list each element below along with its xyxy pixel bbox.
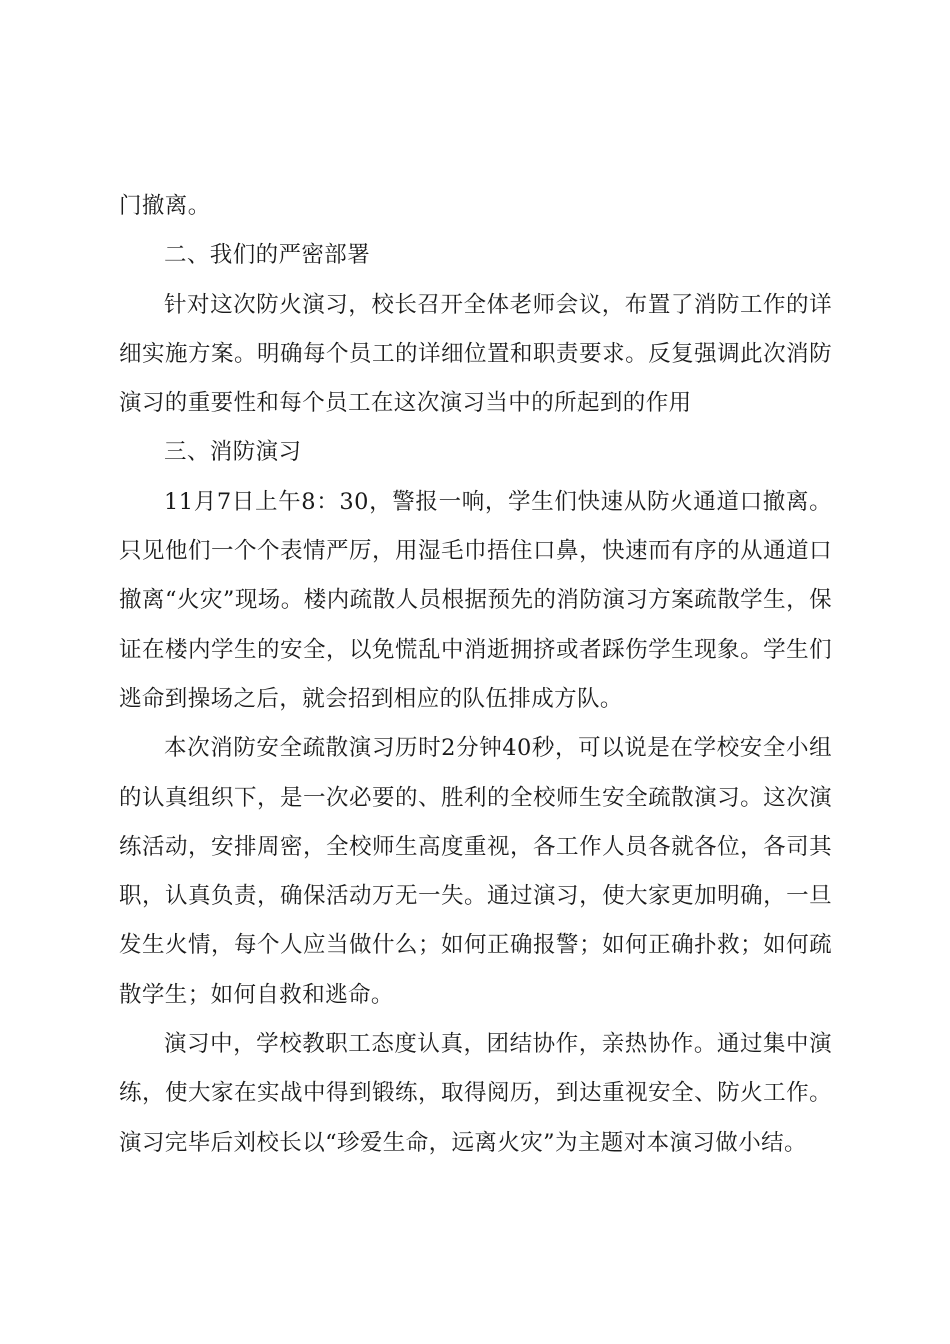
paragraph-drill-process: 11月7日上午8：30，警报一响，学生们快速从防火通道口撤离。只见他们一个个表情严厉，用湿毛巾捂住口鼻，快速而有序的从通道口撤离“火灾”现场。楼内疏散人员根据预先的消防演习方案疏散学生，保证在楼内学生的安全，以免慌乱中消逝拥挤或者踩伤学生现象。学生们逃命到操场之后，就会招到相应的队伍排成方队。	[119, 488, 832, 712]
paragraph-drill-summary: 本次消防安全疏散演习历时2分钟40秒，可以说是在学校安全小组的认真组织下，是一次必要的、胜利的全校师生安全疏散演习。这次演练活动，安排周密，全校师生高度重视，各工作人员各就各位，各司其职，认真负责，确保活动万无一失。通过演习，使大家更加明确，一旦发生火情，每个人应当做什么；如何正确报警；如何正确扑救；如何疏散学生；如何自救和逃命。	[119, 735, 832, 1008]
paragraph-drill-conclusion: 演习中，学校教职工态度认真，团结协作，亲热协作。通过集中演练，使大家在实战中得到锻练，取得阅历，到达重视安全、防火工作。演习完毕后刘校长以“珍爱生命，远离火灾”为主题对本演习做小结。	[119, 1031, 832, 1156]
document-body	[119, 182, 832, 1168]
section-heading-drill: 三、消防演习	[164, 439, 302, 466]
paragraph-continuation: 门撤离。	[119, 193, 211, 219]
paragraph-deployment: 针对这次防火演习，校长召开全体老师会议，布置了消防工作的详细实施方案。明确每个员工的详细位置和职责要求。反复强调此次消防演习的重要性和每个员工在这次演习当中的所起到的作用	[119, 291, 832, 417]
section-heading-deployment: 二、我们的严密部署	[164, 242, 371, 269]
